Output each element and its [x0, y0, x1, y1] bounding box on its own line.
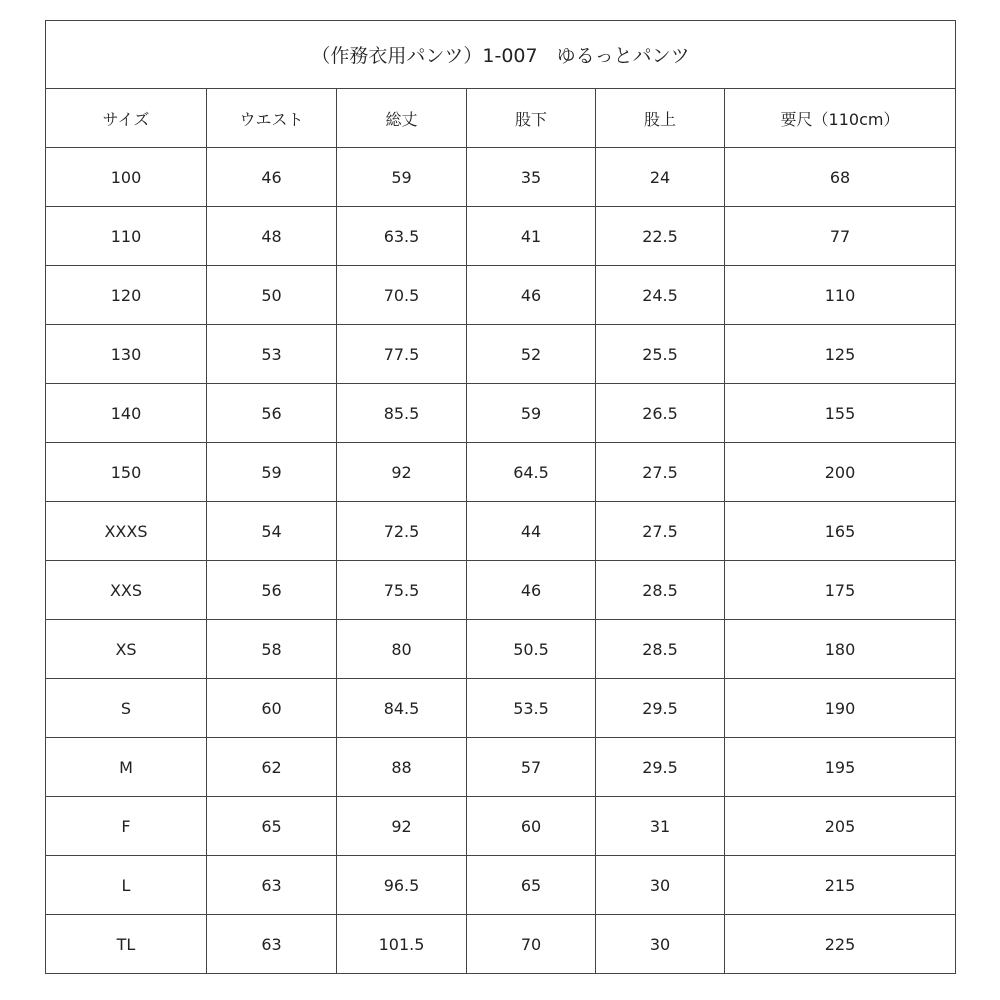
cell-total-length: 88: [337, 738, 467, 797]
cell-inseam: 59: [467, 384, 596, 443]
cell-waist: 50: [207, 266, 337, 325]
cell-total-length: 84.5: [337, 679, 467, 738]
size-chart-table: [45, 20, 956, 974]
cell-waist: 58: [207, 620, 337, 679]
cell-size: F: [46, 797, 207, 856]
cell-total-length: 72.5: [337, 502, 467, 561]
cell-waist: 60: [207, 679, 337, 738]
header-rise: 股上: [596, 89, 725, 148]
title-row: [46, 21, 956, 89]
cell-size: M: [46, 738, 207, 797]
cell-waist: 59: [207, 443, 337, 502]
cell-rise: 30: [596, 856, 725, 915]
header-total-length: 総丈: [337, 89, 467, 148]
header-fabric-required: 要尺（110cm）: [725, 89, 956, 148]
cell-fabric-required: 175: [725, 561, 956, 620]
cell-size: XXS: [46, 561, 207, 620]
table-row: [46, 797, 956, 856]
cell-rise: 22.5: [596, 207, 725, 266]
table-title: （作務衣用パンツ）1-007 ゆるっとパンツ: [46, 21, 956, 89]
cell-rise: 28.5: [596, 561, 725, 620]
cell-fabric-required: 205: [725, 797, 956, 856]
cell-inseam: 46: [467, 266, 596, 325]
cell-waist: 56: [207, 561, 337, 620]
cell-inseam: 70: [467, 915, 596, 974]
cell-waist: 63: [207, 856, 337, 915]
cell-inseam: 41: [467, 207, 596, 266]
cell-inseam: 64.5: [467, 443, 596, 502]
cell-size: L: [46, 856, 207, 915]
cell-rise: 31: [596, 797, 725, 856]
cell-inseam: 60: [467, 797, 596, 856]
cell-total-length: 96.5: [337, 856, 467, 915]
cell-inseam: 44: [467, 502, 596, 561]
cell-total-length: 63.5: [337, 207, 467, 266]
cell-rise: 27.5: [596, 502, 725, 561]
cell-total-length: 80: [337, 620, 467, 679]
cell-size: 140: [46, 384, 207, 443]
table-row: [46, 207, 956, 266]
cell-size: 130: [46, 325, 207, 384]
cell-inseam: 46: [467, 561, 596, 620]
cell-rise: 29.5: [596, 679, 725, 738]
cell-total-length: 75.5: [337, 561, 467, 620]
cell-inseam: 52: [467, 325, 596, 384]
table-row: [46, 443, 956, 502]
table-row: [46, 915, 956, 974]
table-row: [46, 561, 956, 620]
cell-waist: 56: [207, 384, 337, 443]
cell-rise: 24.5: [596, 266, 725, 325]
cell-waist: 63: [207, 915, 337, 974]
cell-rise: 26.5: [596, 384, 725, 443]
cell-total-length: 92: [337, 797, 467, 856]
cell-fabric-required: 180: [725, 620, 956, 679]
cell-rise: 27.5: [596, 443, 725, 502]
cell-rise: 28.5: [596, 620, 725, 679]
cell-waist: 62: [207, 738, 337, 797]
cell-fabric-required: 165: [725, 502, 956, 561]
table-row: [46, 266, 956, 325]
cell-size: 110: [46, 207, 207, 266]
cell-size: 150: [46, 443, 207, 502]
cell-size: S: [46, 679, 207, 738]
cell-fabric-required: 155: [725, 384, 956, 443]
cell-fabric-required: 215: [725, 856, 956, 915]
cell-waist: 53: [207, 325, 337, 384]
cell-waist: 65: [207, 797, 337, 856]
cell-fabric-required: 200: [725, 443, 956, 502]
cell-size: TL: [46, 915, 207, 974]
cell-total-length: 85.5: [337, 384, 467, 443]
table-row: [46, 384, 956, 443]
cell-size: 120: [46, 266, 207, 325]
cell-inseam: 57: [467, 738, 596, 797]
cell-fabric-required: 77: [725, 207, 956, 266]
table-row: [46, 856, 956, 915]
cell-fabric-required: 190: [725, 679, 956, 738]
cell-total-length: 70.5: [337, 266, 467, 325]
header-row: [46, 89, 956, 148]
cell-fabric-required: 125: [725, 325, 956, 384]
table-row: [46, 679, 956, 738]
cell-total-length: 101.5: [337, 915, 467, 974]
header-waist: ウエスト: [207, 89, 337, 148]
cell-rise: 25.5: [596, 325, 725, 384]
table-row: [46, 325, 956, 384]
cell-total-length: 77.5: [337, 325, 467, 384]
table-row: [46, 148, 956, 207]
cell-fabric-required: 195: [725, 738, 956, 797]
cell-fabric-required: 68: [725, 148, 956, 207]
cell-waist: 54: [207, 502, 337, 561]
cell-size: 100: [46, 148, 207, 207]
table-row: [46, 502, 956, 561]
cell-inseam: 65: [467, 856, 596, 915]
cell-size: XXXS: [46, 502, 207, 561]
header-size: サイズ: [46, 89, 207, 148]
cell-rise: 24: [596, 148, 725, 207]
cell-waist: 46: [207, 148, 337, 207]
cell-rise: 30: [596, 915, 725, 974]
cell-inseam: 50.5: [467, 620, 596, 679]
cell-total-length: 92: [337, 443, 467, 502]
cell-fabric-required: 225: [725, 915, 956, 974]
cell-waist: 48: [207, 207, 337, 266]
table-row: [46, 738, 956, 797]
cell-fabric-required: 110: [725, 266, 956, 325]
cell-inseam: 53.5: [467, 679, 596, 738]
header-inseam: 股下: [467, 89, 596, 148]
cell-size: XS: [46, 620, 207, 679]
cell-total-length: 59: [337, 148, 467, 207]
cell-rise: 29.5: [596, 738, 725, 797]
cell-inseam: 35: [467, 148, 596, 207]
table-row: [46, 620, 956, 679]
